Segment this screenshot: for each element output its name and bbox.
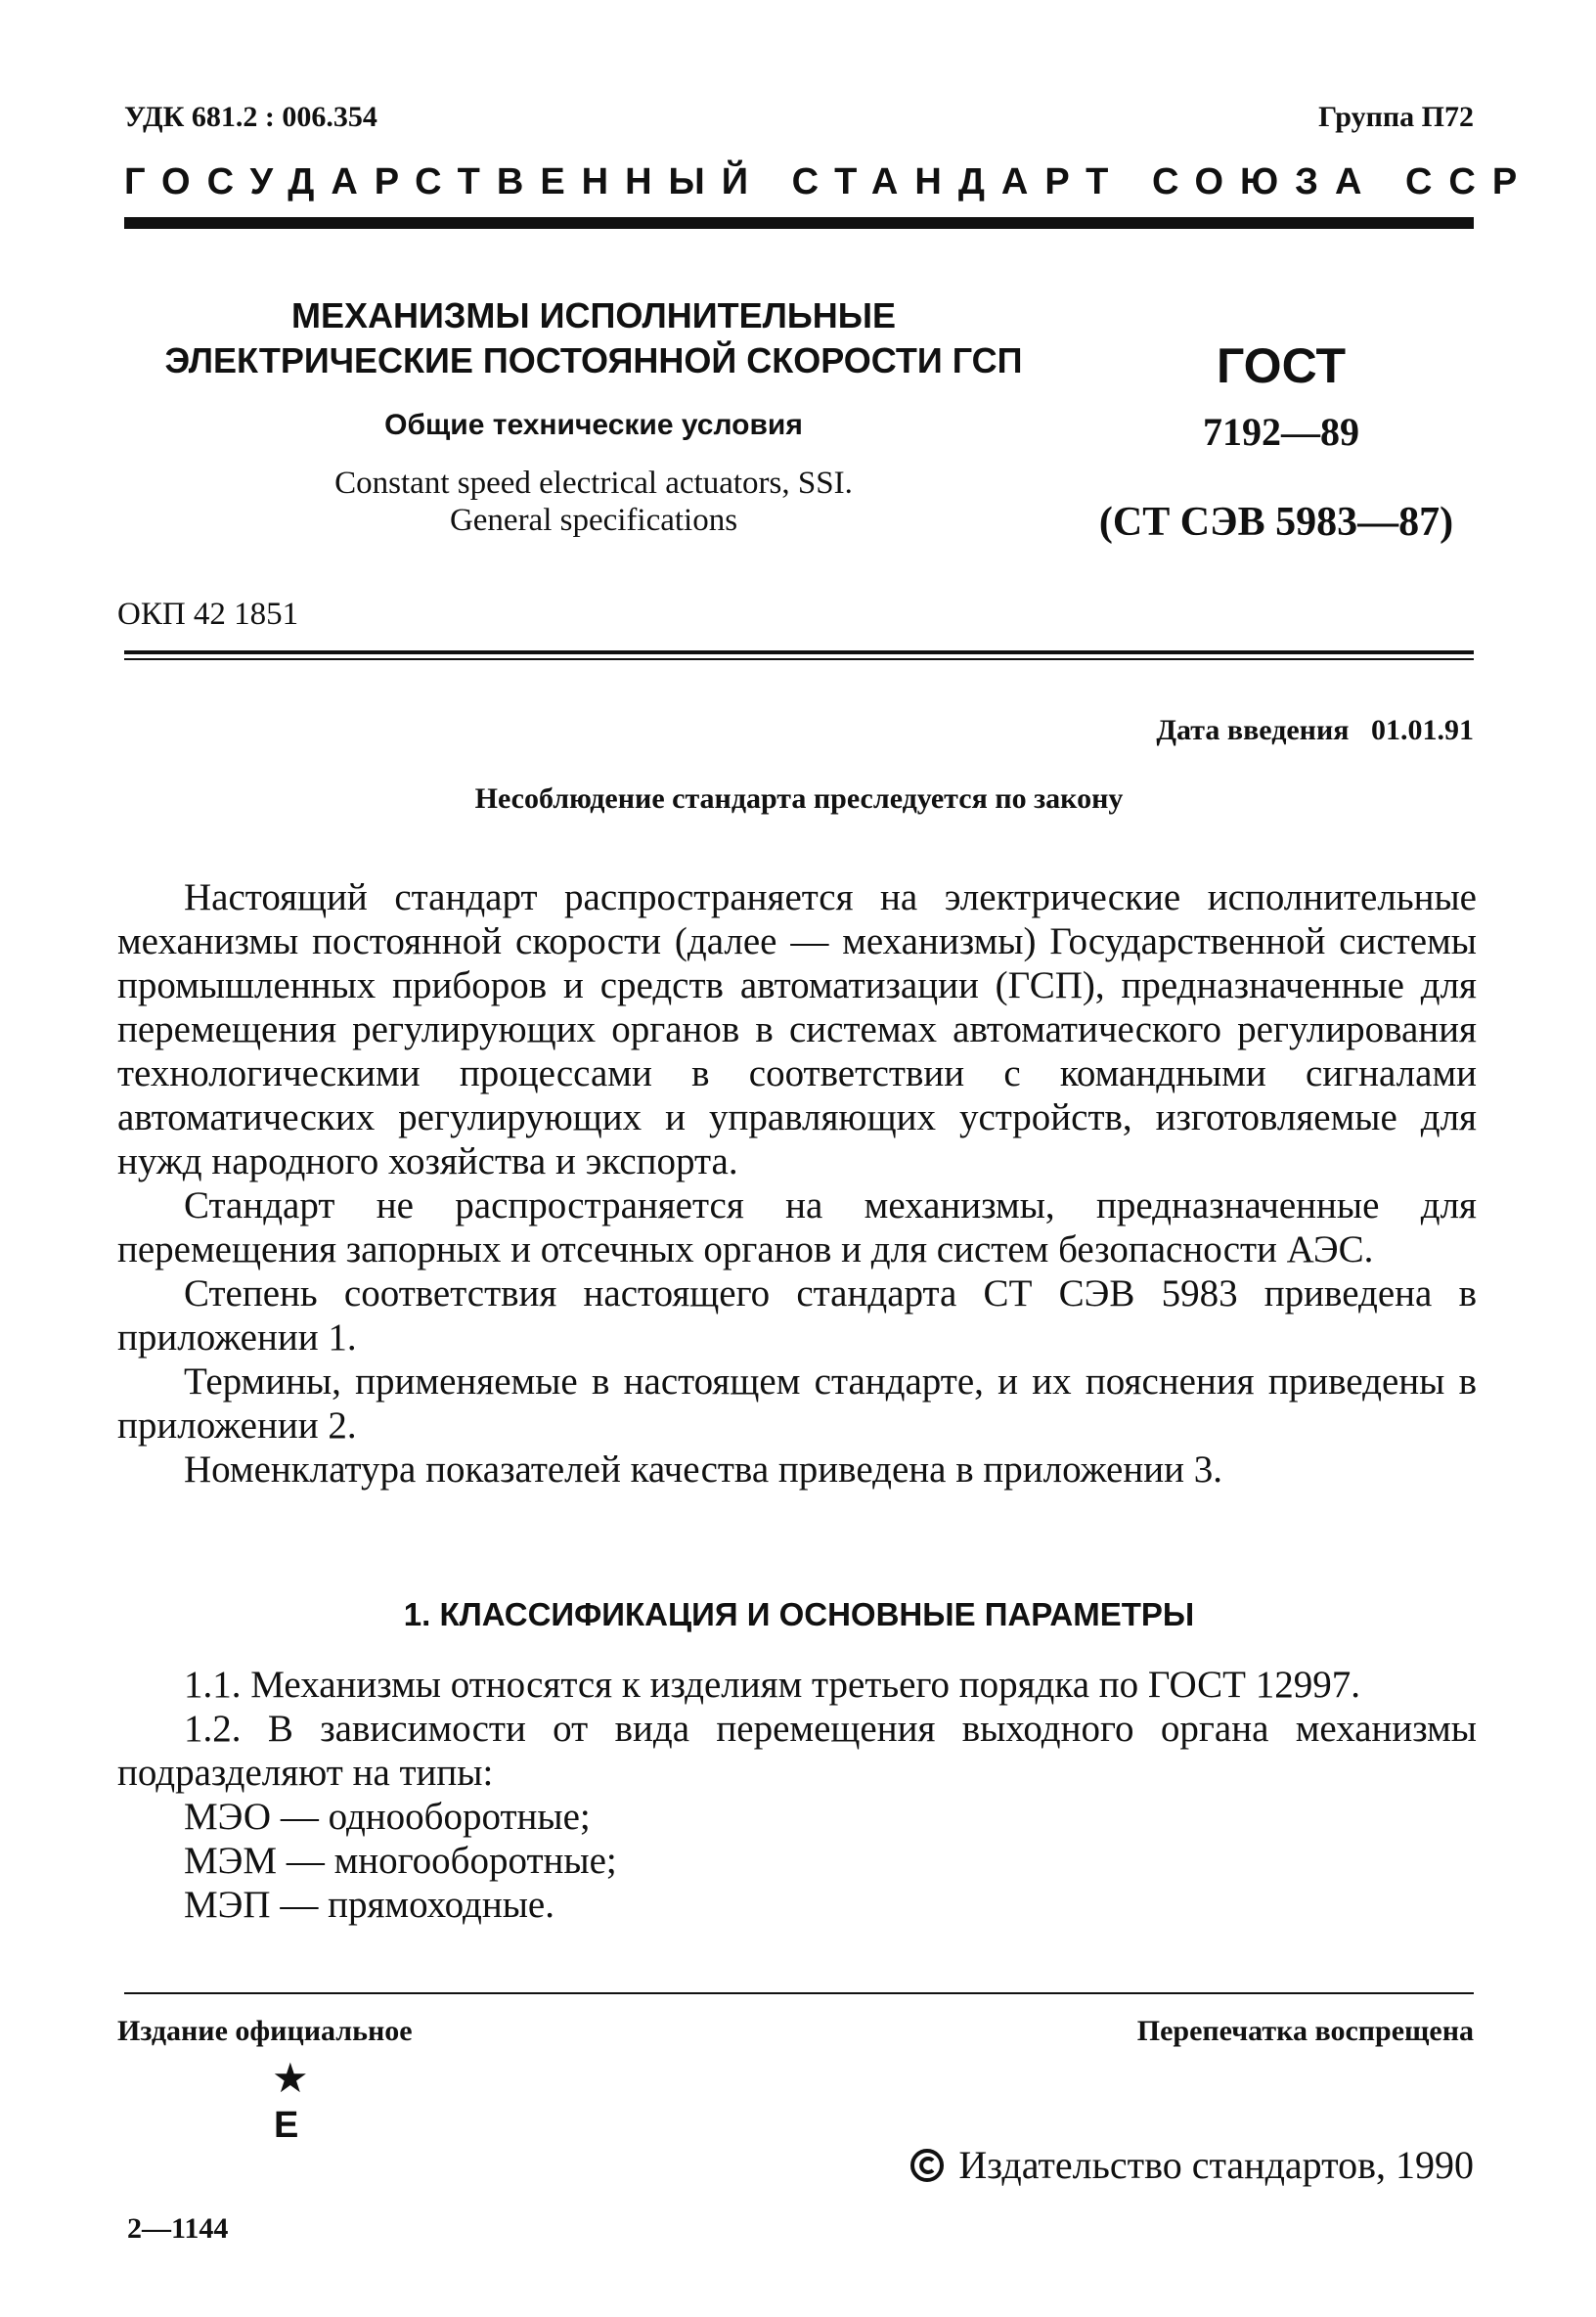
title-line-2: ЭЛЕКТРИЧЕСКИЕ ПОСТОЯННОЙ СКОРОСТИ ГСП <box>164 340 1023 380</box>
paragraph: Номенклатура показателей качества приведена в приложении 3. <box>184 1448 1222 1491</box>
footer-rule <box>124 1992 1474 1994</box>
paragraph: Термины, применяемые в настоящем стандарте, и их пояснения приведены в приложении 2. <box>117 1360 1477 1447</box>
title-rule <box>124 650 1474 660</box>
introduction-date <box>1156 714 1474 747</box>
paragraph: Степень соответствия настоящего стандарта СТ СЭВ 5983 приведена в приложении 1. <box>117 1272 1477 1359</box>
paragraph: Настоящий стандарт распространяется на электрические исполнительные механизмы постоянной скорости (далее — механизмы) Государственной системы промышленных приборов и средств автоматизации (ГСП), предназначенные для перемещения регулирующих органов в системах автоматического регулирования технологическими процессами в соответствии с командными сигналами автоматических регулирующих и управляющих устройств, изготовляемые для нужд народного хозяйства и экспорта. <box>117 876 1477 1182</box>
introduction-text <box>117 875 1477 1492</box>
title-line-1: МЕХАНИЗМЫ ИСПОЛНИТЕЛЬНЫЕ <box>290 295 897 335</box>
sev-number: (СТ СЭВ 5983—87) <box>1098 500 1454 545</box>
law-notice: Несоблюдение стандарта преследуется по закону <box>474 782 1124 815</box>
english-title-line-2: General specifications <box>449 503 738 538</box>
publisher-line <box>909 2142 1474 2188</box>
group-code: Группа П72 <box>1318 101 1474 133</box>
edition-mark: Е <box>274 2105 299 2146</box>
publisher-text: Издательство стандартов, 1990 <box>958 2143 1474 2187</box>
type-item: МЭМ — многооборотные; <box>184 1840 617 1882</box>
english-title-line-1: Constant speed electrical actuators, SSI. <box>334 466 853 501</box>
clause-1-1: 1.1. Механизмы относятся к изделиям третьего порядка по ГОСТ 12997. <box>184 1664 1360 1706</box>
section-text <box>117 1663 1477 1927</box>
udk-code: УДК 681.2 : 006.354 <box>124 101 377 133</box>
state-standard-heading: ГОСУДАРСТВЕННЫЙ СТАНДАРТ СОЮЗА ССР <box>124 161 1534 202</box>
official-edition: Издание официальное <box>117 2015 413 2047</box>
section-heading: 1. КЛАССИФИКАЦИЯ И ОСНОВНЫЕ ПАРАМЕТРЫ <box>403 1596 1195 1632</box>
gost-label: ГОСТ <box>1217 338 1346 393</box>
introduction-date-value: 01.01.91 <box>1371 714 1474 746</box>
document-subtitle: Общие технические условия <box>384 409 803 441</box>
english-title <box>124 465 1063 539</box>
introduction-date-label: Дата введения <box>1156 714 1350 746</box>
copyright-icon <box>909 2148 945 2183</box>
print-code: 2—1144 <box>127 2212 229 2245</box>
reprint-notice: Перепечатка воспрещена <box>1136 2015 1474 2047</box>
star-icon: ★ <box>272 2057 309 2102</box>
type-item: МЭП — прямоходные. <box>184 1884 554 1926</box>
header-rule <box>124 217 1474 229</box>
paragraph: Стандарт не распространяется на механизмы, предназначенные для перемещения запорных и отсечных органов и для систем безопасности АЭС. <box>117 1184 1477 1270</box>
gost-number: 7192—89 <box>1203 410 1359 454</box>
okp-code: ОКП 42 1851 <box>117 597 299 632</box>
type-item: МЭО — однооборотные; <box>184 1796 591 1838</box>
document-title <box>124 293 1063 383</box>
clause-1-2: 1.2. В зависимости от вида перемещения выходного органа механизмы подразделяют на типы: <box>117 1708 1477 1794</box>
